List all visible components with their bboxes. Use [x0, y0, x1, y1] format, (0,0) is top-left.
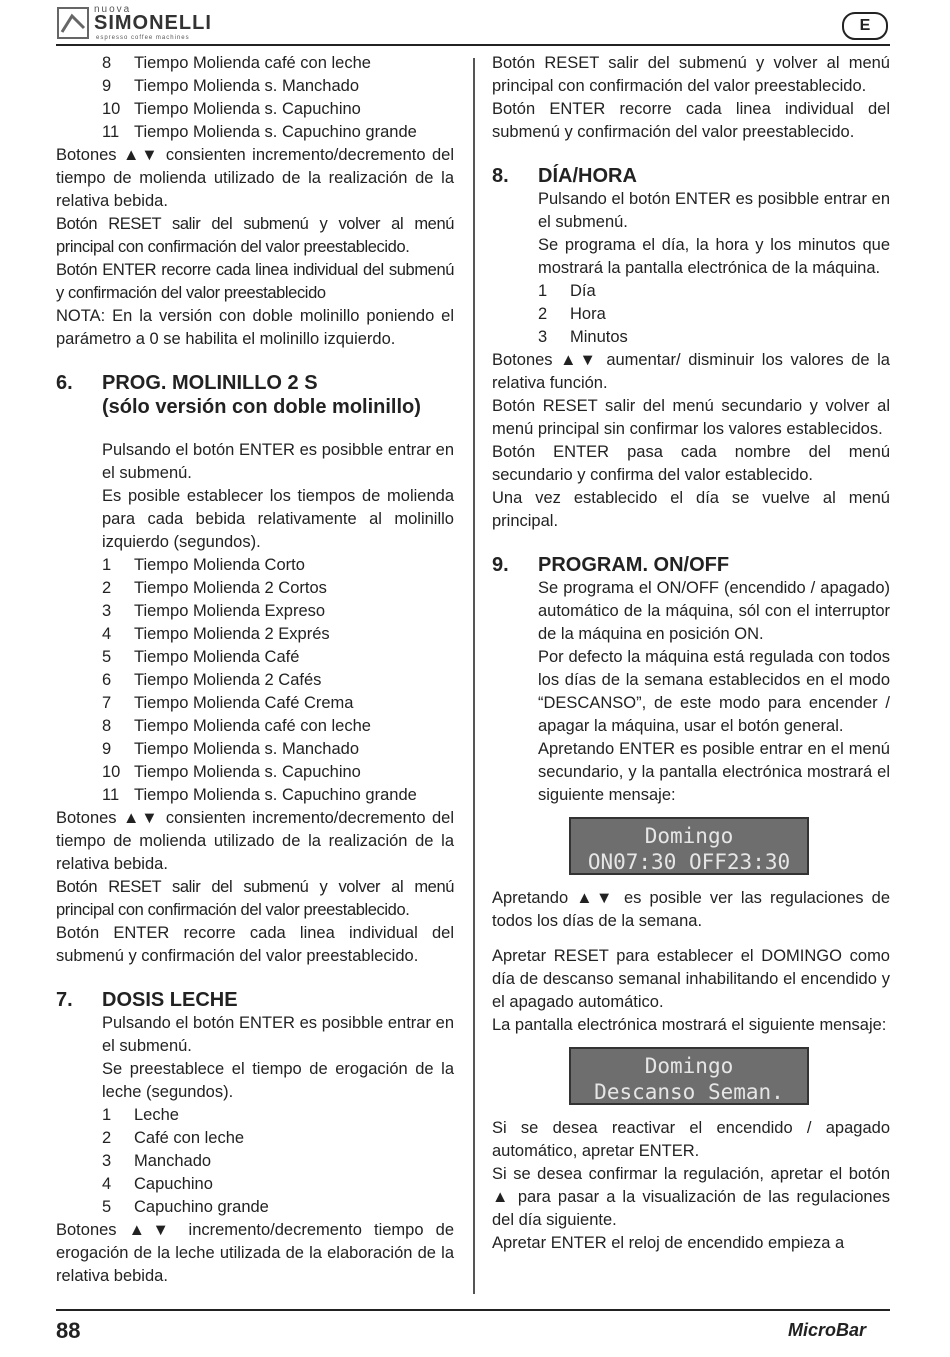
paragraph: Una vez establecido el día se vuelve al menú principal. [492, 489, 890, 530]
paragraph: Botón RESET salir del menú secundario y volver al menú principal sin confirmar los valores establecidos. [492, 397, 890, 438]
list-item: 11 Tiempo Molienda s. Capuchino grande [102, 123, 417, 141]
paragraph: Se programa el día, la hora y los minutos que mostrará la pantalla electrónica de la máquina. [538, 236, 890, 277]
logo-mark-icon [56, 6, 90, 40]
list-item: 5 Capuchino grande [102, 1198, 269, 1216]
language-badge: E [842, 12, 888, 40]
section-title: PROGRAM. ON/OFF [538, 554, 730, 576]
logo-brand: SIMONELLI [94, 12, 212, 34]
footer-rule [56, 1309, 890, 1311]
paragraph: Apretar ENTER el reloj de encendido empieza a [492, 1234, 845, 1252]
lcd-display [569, 817, 809, 875]
logo-tagline: espresso coffee machines [96, 35, 190, 41]
right-column [492, 52, 890, 1255]
list-item: 8 Tiempo Molienda café con leche [102, 717, 371, 735]
list-item: 2 Café con leche [102, 1129, 245, 1147]
paragraph: Pulsando el botón ENTER es posibble entrar en el submenú. [102, 441, 454, 482]
section-heading: 6. PROG. MOLINILLO 2 S (sólo versión con doble molinillo) [56, 372, 421, 418]
section-heading: 9. PROGRAM. ON/OFF [492, 554, 730, 576]
list-item: 1 Leche [102, 1106, 179, 1124]
paragraph: Botones ▲▼ consienten incremento/decremento del tiempo de molienda utilizado de la realización de la relativa bebida. [56, 146, 454, 210]
logo-nuova: nuova [94, 4, 132, 15]
list-item: 8 Tiempo Molienda café con leche [102, 54, 371, 72]
list-item: 3 Manchado [102, 1152, 212, 1170]
list-item: 1 Día [538, 282, 596, 300]
list-item: 9 Tiempo Molienda s. Manchado [102, 77, 360, 95]
paragraph: Botón ENTER recorre cada linea individual del submenú y confirmación del valor preestablecido [56, 261, 454, 302]
paragraph: Botones ▲▼ aumentar/ disminuir los valores de la relativa función. [492, 351, 890, 392]
list-item: 3 Minutos [538, 328, 628, 346]
paragraph: Botón ENTER recorre cada linea individual del submenú y confirmación del valor preestablecido. [56, 924, 454, 965]
grind-list-continued [56, 52, 454, 144]
list-item: 6 Tiempo Molienda 2 Cafés [102, 671, 322, 689]
paragraph: Botón ENTER recorre cada linea individual del submenú y confirmación del valor preestablecido. [492, 100, 890, 141]
lcd-line-1: Domingo [644, 1054, 734, 1078]
paragraph: Apretando ▲▼ es posible ver las regulaciones de todos los días de la semana. [492, 889, 890, 930]
paragraph: Apretar RESET para establecer el DOMINGO como día de descanso semanal inhabilitando el encendido y el apagado automático. [492, 947, 890, 1011]
list-item: 5 Tiempo Molienda Café [102, 648, 300, 666]
paragraph: Botón RESET salir del submenú y volver al menú principal con confirmación del valor preestablecido. [56, 878, 454, 919]
header-rule [56, 44, 890, 46]
list-item: 2 Hora [538, 305, 606, 323]
product-logo: MicroBar [788, 1320, 867, 1340]
list-item: 1 Tiempo Molienda Corto [102, 556, 305, 574]
lcd-line-2: Descanso Seman. [594, 1080, 784, 1104]
paragraph: Es posible establecer los tiempos de molienda para cada bebida relativamente al molinillo izquierdo (segundos). [102, 487, 454, 551]
paragraph: Pulsando el botón ENTER es posibble entrar en el submenú. [538, 190, 890, 231]
paragraph: Se preestablece el tiempo de erogación de la leche (segundos). [102, 1060, 454, 1101]
page-header [0, 0, 950, 50]
paragraph: Botón RESET salir del submenú y volver al menú principal con confirmación del valor preestablecido. [56, 215, 454, 256]
column-divider [473, 58, 475, 1294]
lcd-line-2: ON07:30 OFF23:30 [587, 850, 791, 874]
section-subtitle: (sólo versión con doble molinillo) [102, 396, 421, 418]
paragraph: Botones ▲▼ incremento/decremento tiempo de erogación de la leche utilizada de la elaboración de la relativa bebida. [56, 1221, 454, 1285]
list-item: 10 Tiempo Molienda s. Capuchino [102, 100, 361, 118]
paragraph: Botón RESET salir del submenú y volver al menú principal con confirmación del valor preestablecido. [492, 54, 890, 95]
paragraph: Si se desea confirmar la regulación, apretar el botón ▲ para pasar a la visualización de las regulaciones del día siguiente. [492, 1165, 890, 1229]
paragraph: Se programa el ON/OFF (encendido / apagado) automático de la máquina, sól con el interruptor de la máquina en posición ON. [538, 579, 890, 643]
paragraph: Por defecto la máquina está regulada con todos los días de la semana establecidos en el modo “DESCANSO”, de este modo para encender / apagar la máquina, usar el botón general. [538, 648, 890, 735]
left-column [56, 52, 454, 1288]
list-item: 4 Tiempo Molienda 2 Exprés [102, 625, 330, 643]
list-item: 2 Tiempo Molienda 2 Cortos [102, 579, 327, 597]
page-number: 88 [56, 1318, 81, 1343]
paragraph: La pantalla electrónica mostrará el siguiente mensaje: [492, 1016, 887, 1034]
paragraph: Botones ▲▼ consienten incremento/decremento del tiempo de molienda utilizado de la realización de la relativa bebida. [56, 809, 454, 873]
milk-list [56, 1104, 454, 1219]
grind-list [56, 554, 454, 807]
list-item: 10 Tiempo Molienda s. Capuchino [102, 763, 361, 781]
list-item: 9 Tiempo Molienda s. Manchado [102, 740, 360, 758]
note-paragraph: NOTA: En la versión con doble molinillo poniendo el parámetro a 0 se habilita el molinillo izquierdo. [56, 307, 454, 348]
lcd-display [569, 1047, 809, 1105]
list-item: 7 Tiempo Molienda Café Crema [102, 694, 354, 712]
section-title: DOSIS LECHE [102, 989, 238, 1011]
paragraph: Pulsando el botón ENTER es posibble entrar en el submenú. [102, 1014, 454, 1055]
paragraph: Apretando ENTER es posible entrar en el menú secundario, y la pantalla electrónica mostrará el siguiente mensaje: [538, 740, 890, 804]
section-title: DÍA/HORA [538, 165, 637, 187]
list-item: 4 Capuchino [102, 1175, 213, 1193]
section-title: PROG. MOLINILLO 2 S [102, 372, 318, 394]
paragraph: Si se desea reactivar el encendido / apagado automático, apretar ENTER. [492, 1119, 890, 1160]
simonelli-logo [56, 4, 256, 42]
list-item: 11 Tiempo Molienda s. Capuchino grande [102, 786, 417, 804]
lcd-line-1: Domingo [644, 824, 734, 848]
section-heading: 7. DOSIS LECHE [56, 989, 238, 1011]
section-heading: 8. DÍA/HORA [492, 165, 637, 187]
list-item: 3 Tiempo Molienda Expreso [102, 602, 326, 620]
paragraph: Botón ENTER pasa cada nombre del menú secundario y confirma del valor establecido. [492, 443, 890, 484]
